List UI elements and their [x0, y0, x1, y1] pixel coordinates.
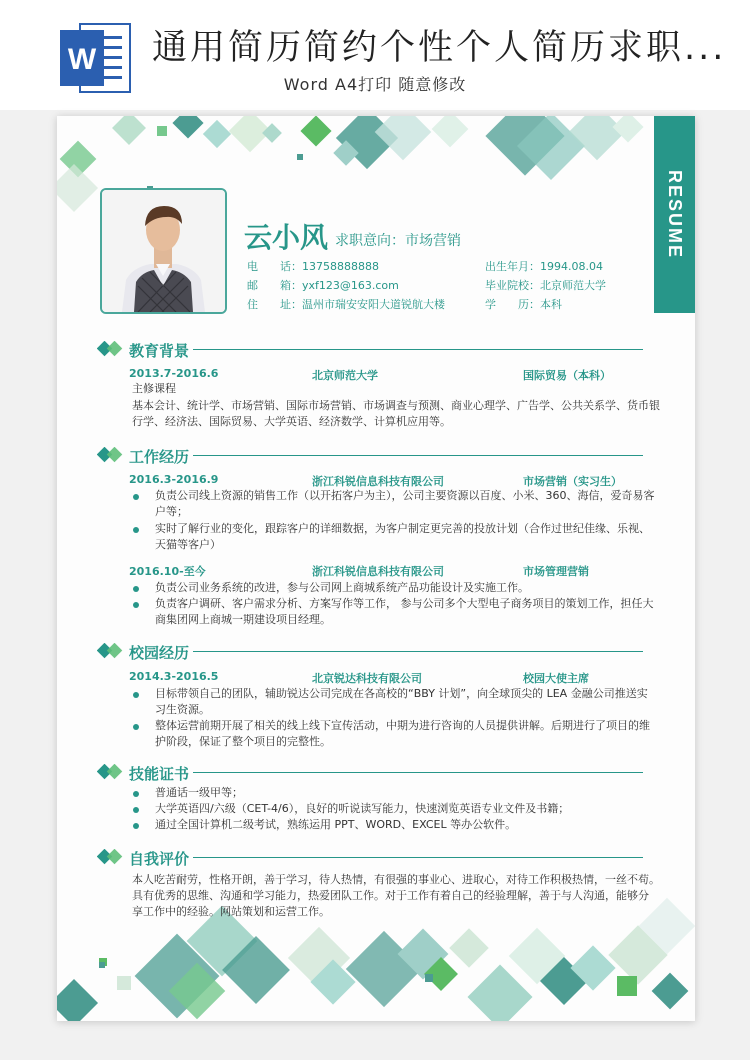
job-role: 市场管理营销: [523, 565, 589, 578]
profile-photo: [100, 188, 227, 314]
diamond-icon: [97, 764, 123, 780]
info-email: 邮 箱：yxf123@163.com: [247, 279, 399, 292]
campus-bullet-text: 整体运营前期开展了相关的线上线下宣传活动，中期为进行咨询的人员提供讲解。后期进行了项目的维: [155, 719, 650, 732]
section-title: 教育背景: [129, 340, 193, 361]
info-address: 住 址：温州市瑞安安阳大道锐航大楼: [247, 298, 445, 311]
section-campus: [97, 642, 643, 660]
preview-header: [0, 0, 750, 110]
info-degree: 学 历：本科: [485, 298, 562, 311]
info-birth: 出生年月：1994.08.04: [485, 260, 603, 273]
resume-tab: [654, 116, 695, 313]
skill-item: 普通话一级甲等；: [155, 786, 243, 799]
info-school: 毕业院校：北京师范大学: [485, 279, 606, 292]
bullet-dot: [133, 823, 139, 829]
job-date: 2016.3-2016.9: [129, 473, 219, 486]
skill-item: 通过全国计算机二级考试，熟练运用 PPT、WORD、EXCEL 等办公软件。: [155, 818, 517, 831]
self-eval-line: 享工作中的经验。网站策划和运营工作。: [132, 905, 330, 918]
resume-tab-label: RESUME: [665, 169, 686, 260]
bullet-dot: [133, 791, 139, 797]
job-bullet-text: 负责客户调研、客户需求分析、方案写作等工作， 参与公司多个大型电子商务项目的策划工作，担任大: [155, 597, 654, 610]
diamond-icon: [97, 447, 123, 463]
job-date: 2016.10-至今: [129, 565, 206, 578]
job-company: 浙江科锐信息科技有限公司: [312, 475, 444, 488]
job-bullet-text: 户等；: [155, 505, 188, 518]
document-subtitle: Word A4打印 随意修改: [283, 75, 467, 94]
campus-company: 北京锐达科技有限公司: [312, 672, 422, 685]
campus-bullet-text: 目标带领自己的团队，辅助锐达公司完成在各高校的“BBY 计划”，向全球顶尖的 LEA 金融公司推送实: [155, 687, 648, 700]
edu-date: 2013.7-2016.6: [129, 367, 219, 380]
section-title: 校园经历: [129, 642, 193, 663]
diamond-icon: [97, 849, 123, 865]
section-self: [97, 848, 643, 866]
self-eval-line: 本人吃苦耐劳，性格开朗，善于学习，待人热情，有很强的事业心、进取心，对待工作积极热情，一丝不苟。: [132, 873, 660, 886]
campus-role: 校园大使主席: [523, 672, 589, 685]
bullet-dot: [133, 807, 139, 813]
edu-school: 北京师范大学: [312, 369, 378, 382]
section-title: 工作经历: [129, 446, 193, 467]
job-role: 市场营销（实习生）: [523, 475, 622, 488]
job-intent: 求职意向：市场营销: [335, 233, 461, 249]
bullet-dot: [133, 527, 139, 533]
section-title: 自我评价: [129, 848, 193, 869]
job-bullet-text: 天猫等客户）: [155, 538, 221, 551]
section-skills: [97, 763, 643, 781]
job-bullet-text: 负责公司业务系统的改进，参与公司网上商城系统产品功能设计及实施工作。: [155, 581, 529, 594]
campus-bullet-text: 习生资源。: [155, 703, 210, 716]
section-work: [97, 446, 643, 464]
svg-text:W: W: [67, 43, 97, 76]
bullet-dot: [133, 494, 139, 500]
candidate-name: 云小风: [244, 221, 329, 254]
self-eval-line: 具有优秀的思维、沟通和学习能力，热爱团队工作。对于工作有着自己的经验理解，善于与人沟通，能够分: [132, 889, 649, 902]
job-bullet-text: 负责公司线上资源的销售工作（以开拓客户为主），公司主要资源以百度、小米、360、海信，爱奇易客: [155, 489, 655, 502]
edu-courses-line-1: 基本会计、统计学、市场营销、国际市场营销、市场调查与预测、商业心理学、广告学、公共关系学、货币银: [132, 399, 660, 412]
bullet-dot: [133, 602, 139, 608]
section-education: [97, 340, 643, 358]
bullet-dot: [133, 724, 139, 730]
campus-bullet-text: 护阶段，保证了整个项目的完整性。: [155, 735, 331, 748]
job-bullet-text: 商集团网上商城一期建设项目经理。: [155, 613, 331, 626]
diamond-icon: [97, 643, 123, 659]
edu-course-title: 主修课程: [132, 382, 176, 395]
skill-item: 大学英语四/六级（CET-4/6），良好的听说读写能力，快速浏览英语专业文件及书籍；: [155, 802, 570, 815]
campus-date: 2014.3-2016.5: [129, 670, 219, 683]
bullet-dot: [133, 586, 139, 592]
edu-major: 国际贸易（本科）: [523, 369, 611, 382]
document-title: 通用简历简约个性个人简历求职...: [152, 28, 727, 68]
bullet-dot: [133, 692, 139, 698]
diamond-icon: [97, 341, 123, 357]
edu-courses-line-2: 行学、经济法、国际贸易、大学英语、经济数学、计算机应用等。: [132, 415, 451, 428]
section-title: 技能证书: [129, 763, 193, 784]
info-phone: 电 话：13758888888: [247, 260, 379, 273]
job-company: 浙江科锐信息科技有限公司: [312, 565, 444, 578]
resume-page: [57, 116, 695, 1021]
job-bullet-text: 实时了解行业的变化，跟踪客户的详细数据，为客户制定更完善的投放计划（合作过世纪佳缘、乐视、: [155, 522, 650, 535]
